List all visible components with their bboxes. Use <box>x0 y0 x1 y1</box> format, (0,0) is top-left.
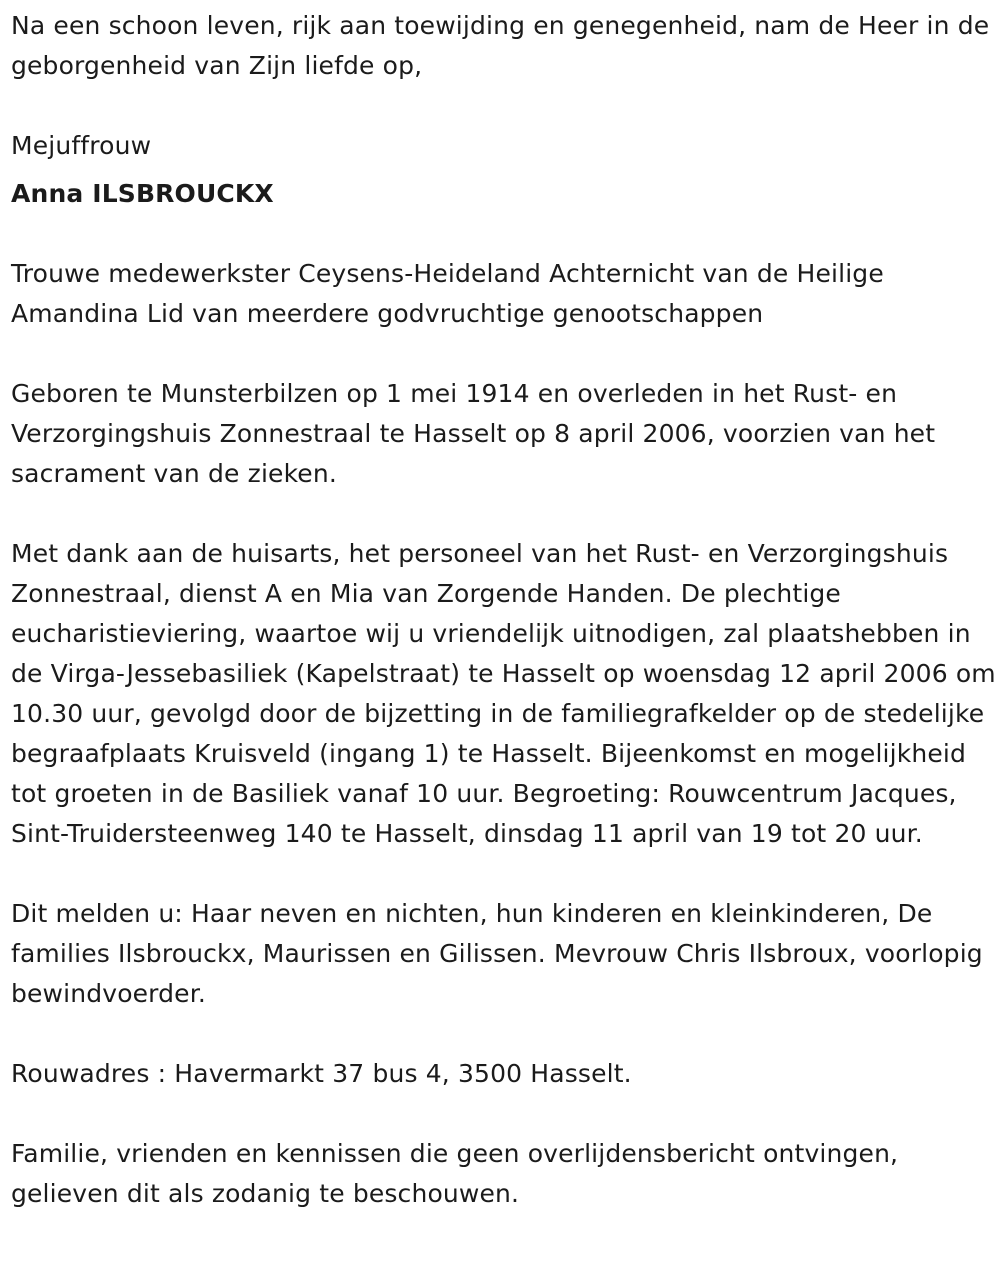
obituary-notice <box>11 6 996 1214</box>
deceased-heading <box>11 126 996 214</box>
closing-paragraph: Familie, vrienden en kennissen die geen overlijdensbericht ontvingen, gelieven dit als zodanig te beschouwen. <box>11 1139 899 1208</box>
mourning-address: Rouwadres : Havermarkt 37 bus 4, 3500 Hasselt. <box>11 1059 632 1088</box>
announced-by-paragraph: Dit melden u: Haar neven en nichten, hun kinderen en kleinkinderen, De families Ilsbrouckx, Maurissen en Gilissen. Mevrouw Chris Ilsbroux, voorlopig bewindvoerder. <box>11 899 983 1008</box>
deceased-name: Anna ILSBROUCKX <box>11 179 274 208</box>
ceremony-paragraph: Met dank aan de huisarts, het personeel van het Rust- en Verzorgingshuis Zonnestraal, dienst A en Mia van Zorgende Handen. De plechtige eucharistieviering, waartoe wij u vriendelijk uitnodigen, zal plaatshebben in de Virga-Jessebasiliek (Kapelstraat) te Hasselt op woensdag 12 april 2006 om 10.30 uur, gevolgd door de bijzetting in de familiegrafkelder op de stedelijke begraafplaats Kruisveld (ingang 1) te Hasselt. Bijeenkomst en mogelijkheid tot groeten in de Basiliek vanaf 10 uur. Begroeting: Rouwcentrum Jacques, Sint-Truidersteenweg 140 te Hasselt, dinsdag 11 april van 19 tot 20 uur. <box>11 539 996 848</box>
roles-paragraph: Trouwe medewerkster Ceysens-Heideland Achternicht van de Heilige Amandina Lid van meerdere godvruchtige genootschappen <box>11 259 884 328</box>
intro-paragraph: Na een schoon leven, rijk aan toewijding en genegenheid, nam de Heer in de geborgenheid van Zijn liefde op, <box>11 11 990 80</box>
honorific-title: Mejuffrouw <box>11 131 152 160</box>
birth-death-paragraph: Geboren te Munsterbilzen op 1 mei 1914 en overleden in het Rust- en Verzorgingshuis Zonnestraal te Hasselt op 8 april 2006, voorzien van het sacrament van de zieken. <box>11 379 936 488</box>
